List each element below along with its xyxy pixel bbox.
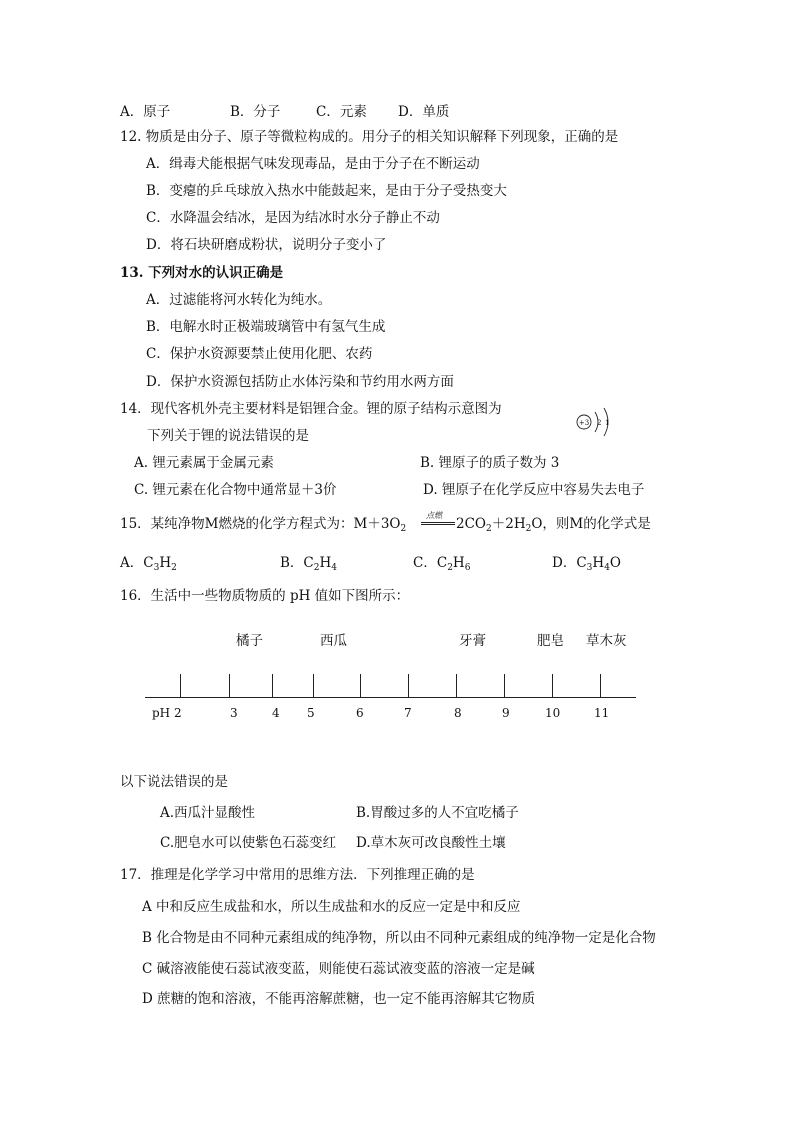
q16-option-d: D.草木灰可改良酸性土壤: [356, 835, 506, 851]
q17-option-b: B 化合物是由不同种元素组成的纯净物，所以由不同种元素组成的纯净物一定是化合物: [142, 930, 656, 946]
substance-soap: 肥皂: [537, 633, 564, 649]
q15-option-c: C．$C_2H_6$: [413, 555, 471, 573]
atom-nucleus-charge: +3: [578, 419, 590, 427]
ph-tick: [180, 674, 181, 697]
q14-option-b: B. 锂原子的质子数为 3: [420, 455, 560, 471]
q13-option-c: C．保护水资源要禁止使用化肥、农药: [146, 346, 373, 362]
q17-option-d: D 蔗糖的饱和溶液，不能再溶解蔗糖，也一定不能再溶解其它物质: [142, 991, 536, 1007]
reaction-condition: 点燃: [426, 511, 442, 520]
ph-tick: [313, 674, 314, 697]
q16-option-a: A.西瓜汁显酸性: [160, 805, 256, 821]
q14-stem-line1: 14．现代客机外壳主要材料是铝锂合金。锂的原子结构示意图为: [120, 401, 502, 417]
substance-plant-ash: 草木灰: [586, 633, 627, 649]
q14-option-a: A. 锂元素属于金属元素: [134, 455, 274, 471]
substance-orange: 橘子: [236, 633, 263, 649]
q11-option-a: A．原子: [120, 104, 171, 120]
q11-option-c: C．元素: [316, 104, 367, 120]
ph-value-11: 11: [594, 706, 610, 720]
q11-option-b: B．分子: [230, 104, 281, 120]
ph-value-5: 5: [307, 706, 315, 720]
q15-stem-right: $2CO_2+2H_2O$，则M的化学式是: [456, 516, 651, 534]
q15-option-d: D．$C_3H_4O$: [552, 555, 621, 573]
ph-tick: [408, 674, 409, 697]
substance-toothpaste: 牙膏: [459, 633, 486, 649]
ph-tick: [456, 674, 457, 697]
ph-label: pH 2: [152, 706, 182, 720]
q13-option-b: B．电解水时正极端玻璃管中有氢气生成: [146, 319, 386, 335]
ph-tick: [272, 674, 273, 697]
q12-stem: 12. 物质是由分子、原子等微粒构成的。用分子的相关知识解释下列现象，正确的是: [120, 129, 619, 145]
ph-tick: [600, 674, 601, 697]
q16-option-c: C.肥皂水可以使紫色石蕊变红: [160, 835, 337, 851]
atom-shell1-count: 2: [597, 419, 602, 427]
q13-option-a: A．过滤能将河水转化为纯水。: [146, 292, 332, 308]
q15-option-b: B．$C_2H_4$: [280, 555, 338, 573]
q13-stem: 13. 下列对水的认识正确是: [120, 265, 284, 281]
q15-stem-left: 15．某纯净物M燃烧的化学方程式为：$M+3O_2$: [120, 516, 407, 534]
q14-stem-line2: 下列关于锂的说法错误的是: [147, 428, 309, 444]
q12-option-b: B．变瘪的乒乓球放入热水中能鼓起来，是由于分子受热变大: [146, 183, 507, 199]
ph-tick: [360, 674, 361, 697]
q16-stem: 16．生活中一些物质物质的 pH 值如下图所示：: [120, 588, 410, 604]
ph-value-4: 4: [272, 706, 280, 720]
q16-followup: 以下说法错误的是: [120, 774, 228, 790]
q12-option-c: C．水降温会结冰，是因为结冰时水分子静止不动: [146, 210, 440, 226]
q15-option-a: A．$C_3H_2$: [120, 555, 177, 573]
q14-option-c: C. 锂元素在化合物中通常显＋3价: [134, 482, 337, 498]
q17-option-a: A 中和反应生成盐和水，所以生成盐和水的反应一定是中和反应: [142, 899, 521, 915]
ph-value-7: 7: [404, 706, 412, 720]
ph-tick: [229, 674, 230, 697]
substance-watermelon: 西瓜: [320, 633, 347, 649]
q14-option-d: D. 锂原子在化学反应中容易失去电子: [423, 482, 645, 498]
ph-axis-line: [145, 697, 636, 698]
ph-value-6: 6: [356, 706, 364, 720]
ph-value-8: 8: [454, 706, 462, 720]
ph-value-10: 10: [545, 706, 561, 720]
q11-option-d: D．单质: [398, 104, 450, 120]
reaction-arrow: [421, 512, 455, 526]
atom-shell2-count: 1: [605, 419, 610, 427]
q12-option-a: A．缉毒犬能根据气味发现毒品，是由于分子在不断运动: [146, 156, 480, 172]
q13-option-d: D．保护水资源包括防止水体污染和节约用水两方面: [146, 374, 454, 390]
ph-value-9: 9: [502, 706, 510, 720]
q17-option-c: C 碱溶液能使石蕊试液变蓝，则能使石蕊试液变蓝的溶液一定是碱: [142, 961, 535, 977]
q12-option-d: D．将石块研磨成粉状，说明分子变小了: [146, 237, 387, 253]
q17-stem: 17．推理是化学学习中常用的思维方法．下列推理正确的是: [120, 867, 475, 883]
ph-tick: [552, 674, 553, 697]
ph-tick: [504, 674, 505, 697]
lithium-atom-diagram: [574, 405, 614, 441]
ph-value-3: 3: [230, 706, 238, 720]
q16-option-b: B.胃酸过多的人不宜吃橘子: [356, 805, 519, 821]
